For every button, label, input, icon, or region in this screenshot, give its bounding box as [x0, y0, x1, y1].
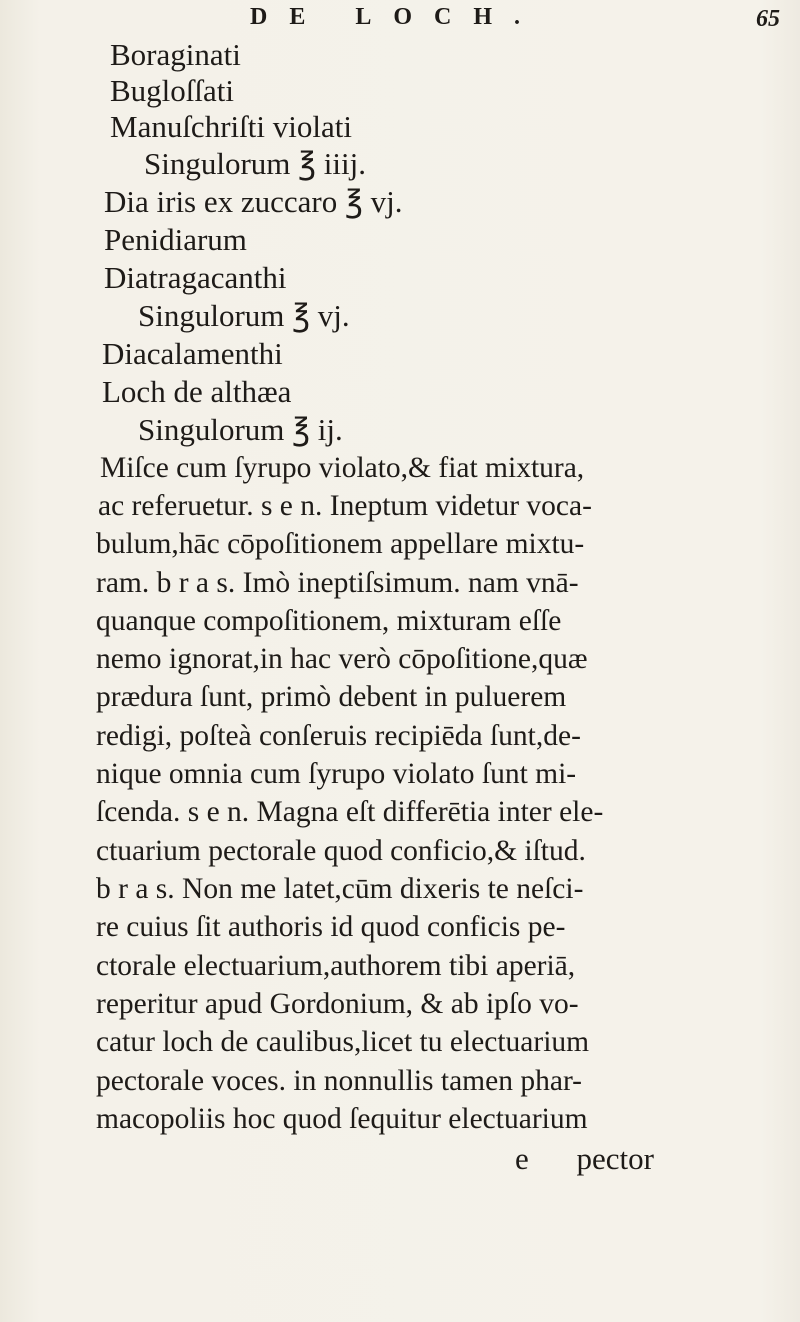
text-line: ac referuetur. s e n. Ineptum videtur voca- [98, 490, 592, 522]
text-line: Manuſchriſti violati [110, 109, 352, 144]
text-line: ctorale electuarium,authorem tibi aperiā, [96, 950, 576, 982]
text-line: b r a s. Non me latet,cūm dixeris te neſci- [96, 873, 584, 905]
text-line: ſcenda. s e n. Magna eſt differētia inter ele- [96, 796, 604, 828]
text-line: Miſce cum ſyrupo violato,& fiat mixtura, [100, 452, 585, 484]
catchword: e pector [515, 1141, 654, 1176]
running-head: DE LOCH. [250, 4, 543, 30]
text-line: Singulorum ℥ vj. [138, 298, 350, 333]
text-line: ctuarium pectorale quod conficio,& iſtud. [96, 835, 586, 867]
text-line: Dia iris ex zuccaro ℥ vj. [104, 184, 403, 219]
text-line: macopoliis hoc quod ſequitur electuarium [96, 1103, 588, 1135]
text-line: quanque compoſitionem, mixturam eſſe [96, 605, 562, 637]
text-line: Singulorum ℥ iiij. [144, 146, 367, 181]
text-line: re cuius ſit authoris id quod conficis pe- [96, 911, 566, 943]
text-line: ram. b r a s. Imò ineptiſsimum. nam vnā- [96, 567, 579, 599]
text-line: prædura ſunt, primò debent in puluerem [96, 681, 567, 713]
text-line: pectorale voces. in nonnullis tamen phar- [96, 1065, 583, 1097]
text-line: reperitur apud Gordonium, & ab ipſo vo- [96, 988, 579, 1020]
page-number: 65 [756, 6, 780, 32]
text-line: Singulorum ℥ ij. [138, 412, 343, 447]
text-line: Bugloſſati [110, 73, 234, 108]
text-line: Diatragacanthi [104, 260, 287, 295]
text-line: redigi, poſteà conſeruis recipiēda ſunt,de- [96, 720, 581, 752]
text-line: Boraginati [110, 37, 241, 72]
text-line: Diacalamenthi [102, 336, 283, 371]
text-line: Penidiarum [104, 222, 247, 257]
text-line: Loch de althæa [102, 374, 292, 409]
text-line: nemo ignorat,in hac verò cōpoſitione,quæ [96, 643, 588, 675]
text-line: catur loch de caulibus,licet tu electuarium [96, 1026, 590, 1058]
text-line: nique omnia cum ſyrupo violato ſunt mi- [96, 758, 577, 790]
text-line: bulum,hāc cōpoſitionem appellare mixtu- [96, 528, 585, 560]
